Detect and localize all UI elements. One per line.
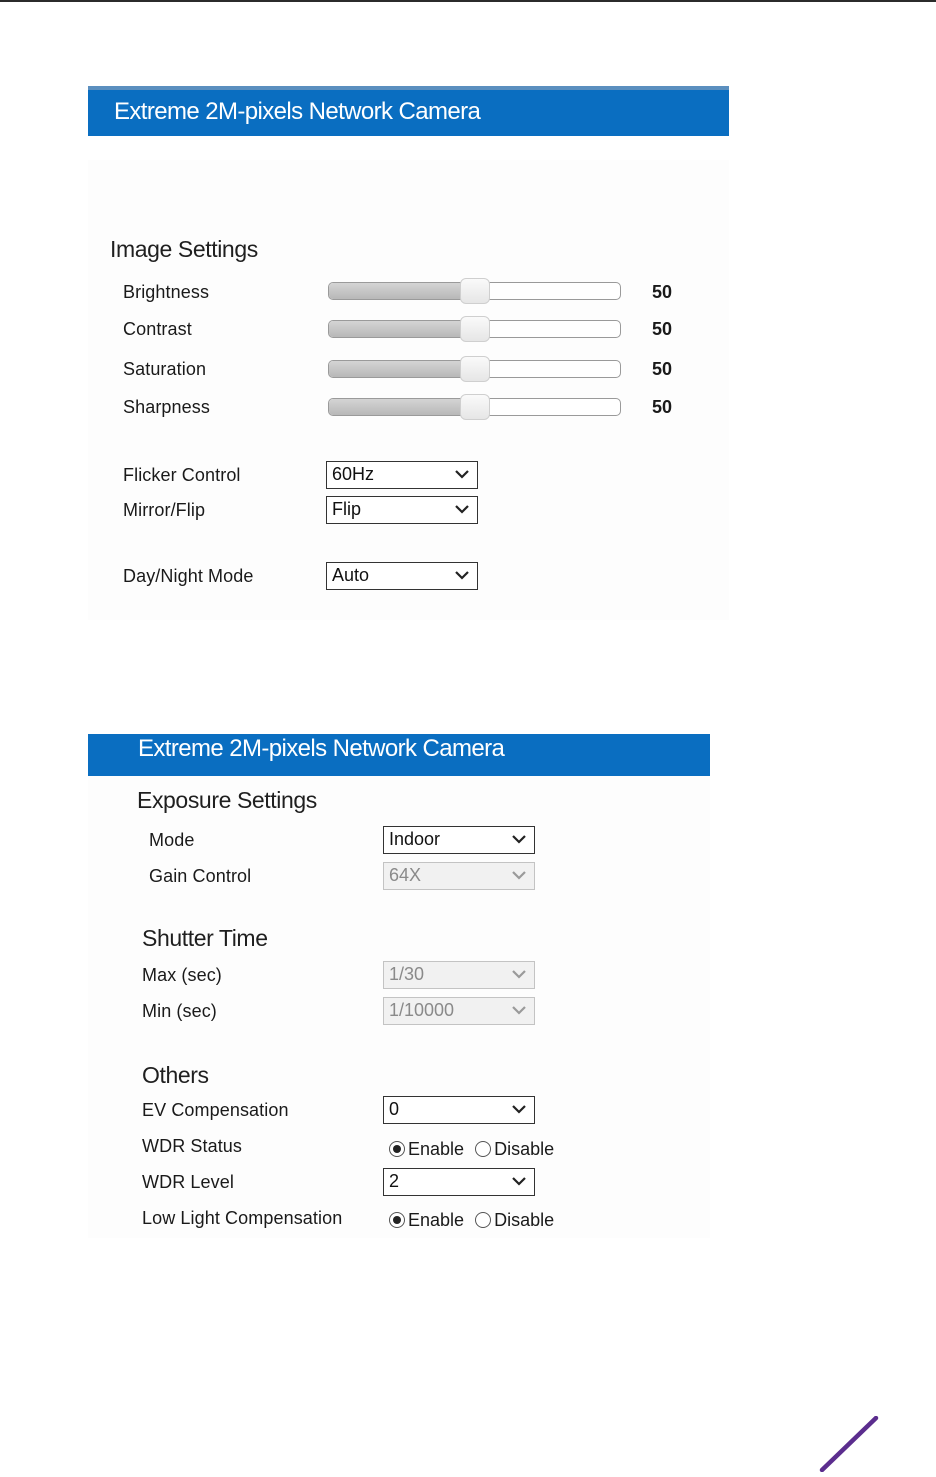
shutter-min-select[interactable] [383,997,535,1025]
gain-control-select[interactable] [383,862,535,890]
exposure-settings-title: Exposure Settings [137,787,317,813]
brightness-slider-thumb[interactable] [460,278,490,304]
camera-header: Extreme 2M-pixels Network Camera [88,86,729,136]
flicker-control-value: 60Hz [332,464,375,484]
wdr-status-enable-label[interactable]: Enable [408,1139,465,1159]
sharpness-slider-thumb[interactable] [460,394,490,420]
ev-compensation-select[interactable] [383,1096,535,1124]
ev-compensation-value: 0 [389,1099,400,1119]
contrast-value: 50 [652,319,673,339]
sharpness-slider-fill [329,399,475,415]
mode-value: Indoor [389,829,441,849]
brightness-slider[interactable] [328,282,621,300]
wdr-level-label: WDR Level [142,1172,234,1192]
saturation-value: 50 [652,359,673,379]
shutter-max-value: 1/30 [389,964,425,984]
shutter-min-value: 1/10000 [389,1000,455,1020]
wdr-status-disable-radio[interactable] [475,1141,491,1157]
sharpness-value: 50 [652,397,673,417]
wdr-level-value: 2 [389,1171,400,1191]
shutter-max-label: Max (sec) [142,965,222,985]
wdr-status-label: WDR Status [142,1136,243,1156]
low-light-radio-group [389,1210,560,1231]
saturation-slider-thumb[interactable] [460,356,490,382]
mode-label: Mode [149,830,195,850]
chevron-down-icon [455,469,469,479]
shutter-min-label: Min (sec) [142,1001,217,1021]
shutter-time-title: Shutter Time [142,925,268,951]
chevron-down-icon [455,504,469,514]
wdr-status-enable-radio[interactable] [389,1141,405,1157]
saturation-label: Saturation [123,359,207,379]
mode-select[interactable] [383,826,535,854]
contrast-slider-thumb[interactable] [460,316,490,342]
day-night-mode-select[interactable] [326,562,478,590]
gain-control-label: Gain Control [149,866,252,886]
brightness-slider-fill [329,283,475,299]
wdr-status-disable-label[interactable]: Disable [494,1139,555,1159]
flicker-control-select[interactable] [326,461,478,489]
image-settings-panel [88,160,729,620]
shutter-max-select[interactable] [383,961,535,989]
top-rule [0,0,936,2]
chevron-down-icon [455,570,469,580]
camera-header: Extreme 2M-pixels Network Camera [88,734,710,776]
low-light-enable-radio[interactable] [389,1212,405,1228]
chevron-down-icon [512,870,526,880]
chevron-down-icon [512,1176,526,1186]
saturation-slider[interactable] [328,360,621,378]
sharpness-label: Sharpness [123,397,210,417]
brightness-value: 50 [652,282,673,302]
low-light-disable-radio[interactable] [475,1212,491,1228]
gain-control-value: 64X [389,865,422,885]
contrast-label: Contrast [123,319,192,339]
brightness-label: Brightness [123,282,210,302]
day-night-mode-value: Auto [332,565,370,585]
wdr-status-radio-group [389,1139,560,1160]
flicker-control-label: Flicker Control [123,465,241,485]
contrast-slider[interactable] [328,320,621,338]
sharpness-slider[interactable] [328,398,621,416]
chevron-down-icon [512,1005,526,1015]
saturation-slider-fill [329,361,475,377]
brand-slash-icon [818,1416,880,1477]
ev-compensation-label: EV Compensation [142,1100,289,1120]
low-light-enable-label[interactable]: Enable [408,1210,465,1230]
others-title: Others [142,1062,209,1088]
contrast-slider-fill [329,321,475,337]
wdr-level-select[interactable] [383,1168,535,1196]
image-settings-title: Image Settings [110,236,258,262]
chevron-down-icon [512,1104,526,1114]
chevron-down-icon [512,969,526,979]
chevron-down-icon [512,834,526,844]
mirror-flip-select[interactable] [326,496,478,524]
low-light-disable-label[interactable]: Disable [494,1210,555,1230]
low-light-compensation-label: Low Light Compensation [142,1208,343,1228]
mirror-flip-label: Mirror/Flip [123,500,206,520]
day-night-mode-label: Day/Night Mode [123,566,254,586]
mirror-flip-value: Flip [332,499,362,519]
